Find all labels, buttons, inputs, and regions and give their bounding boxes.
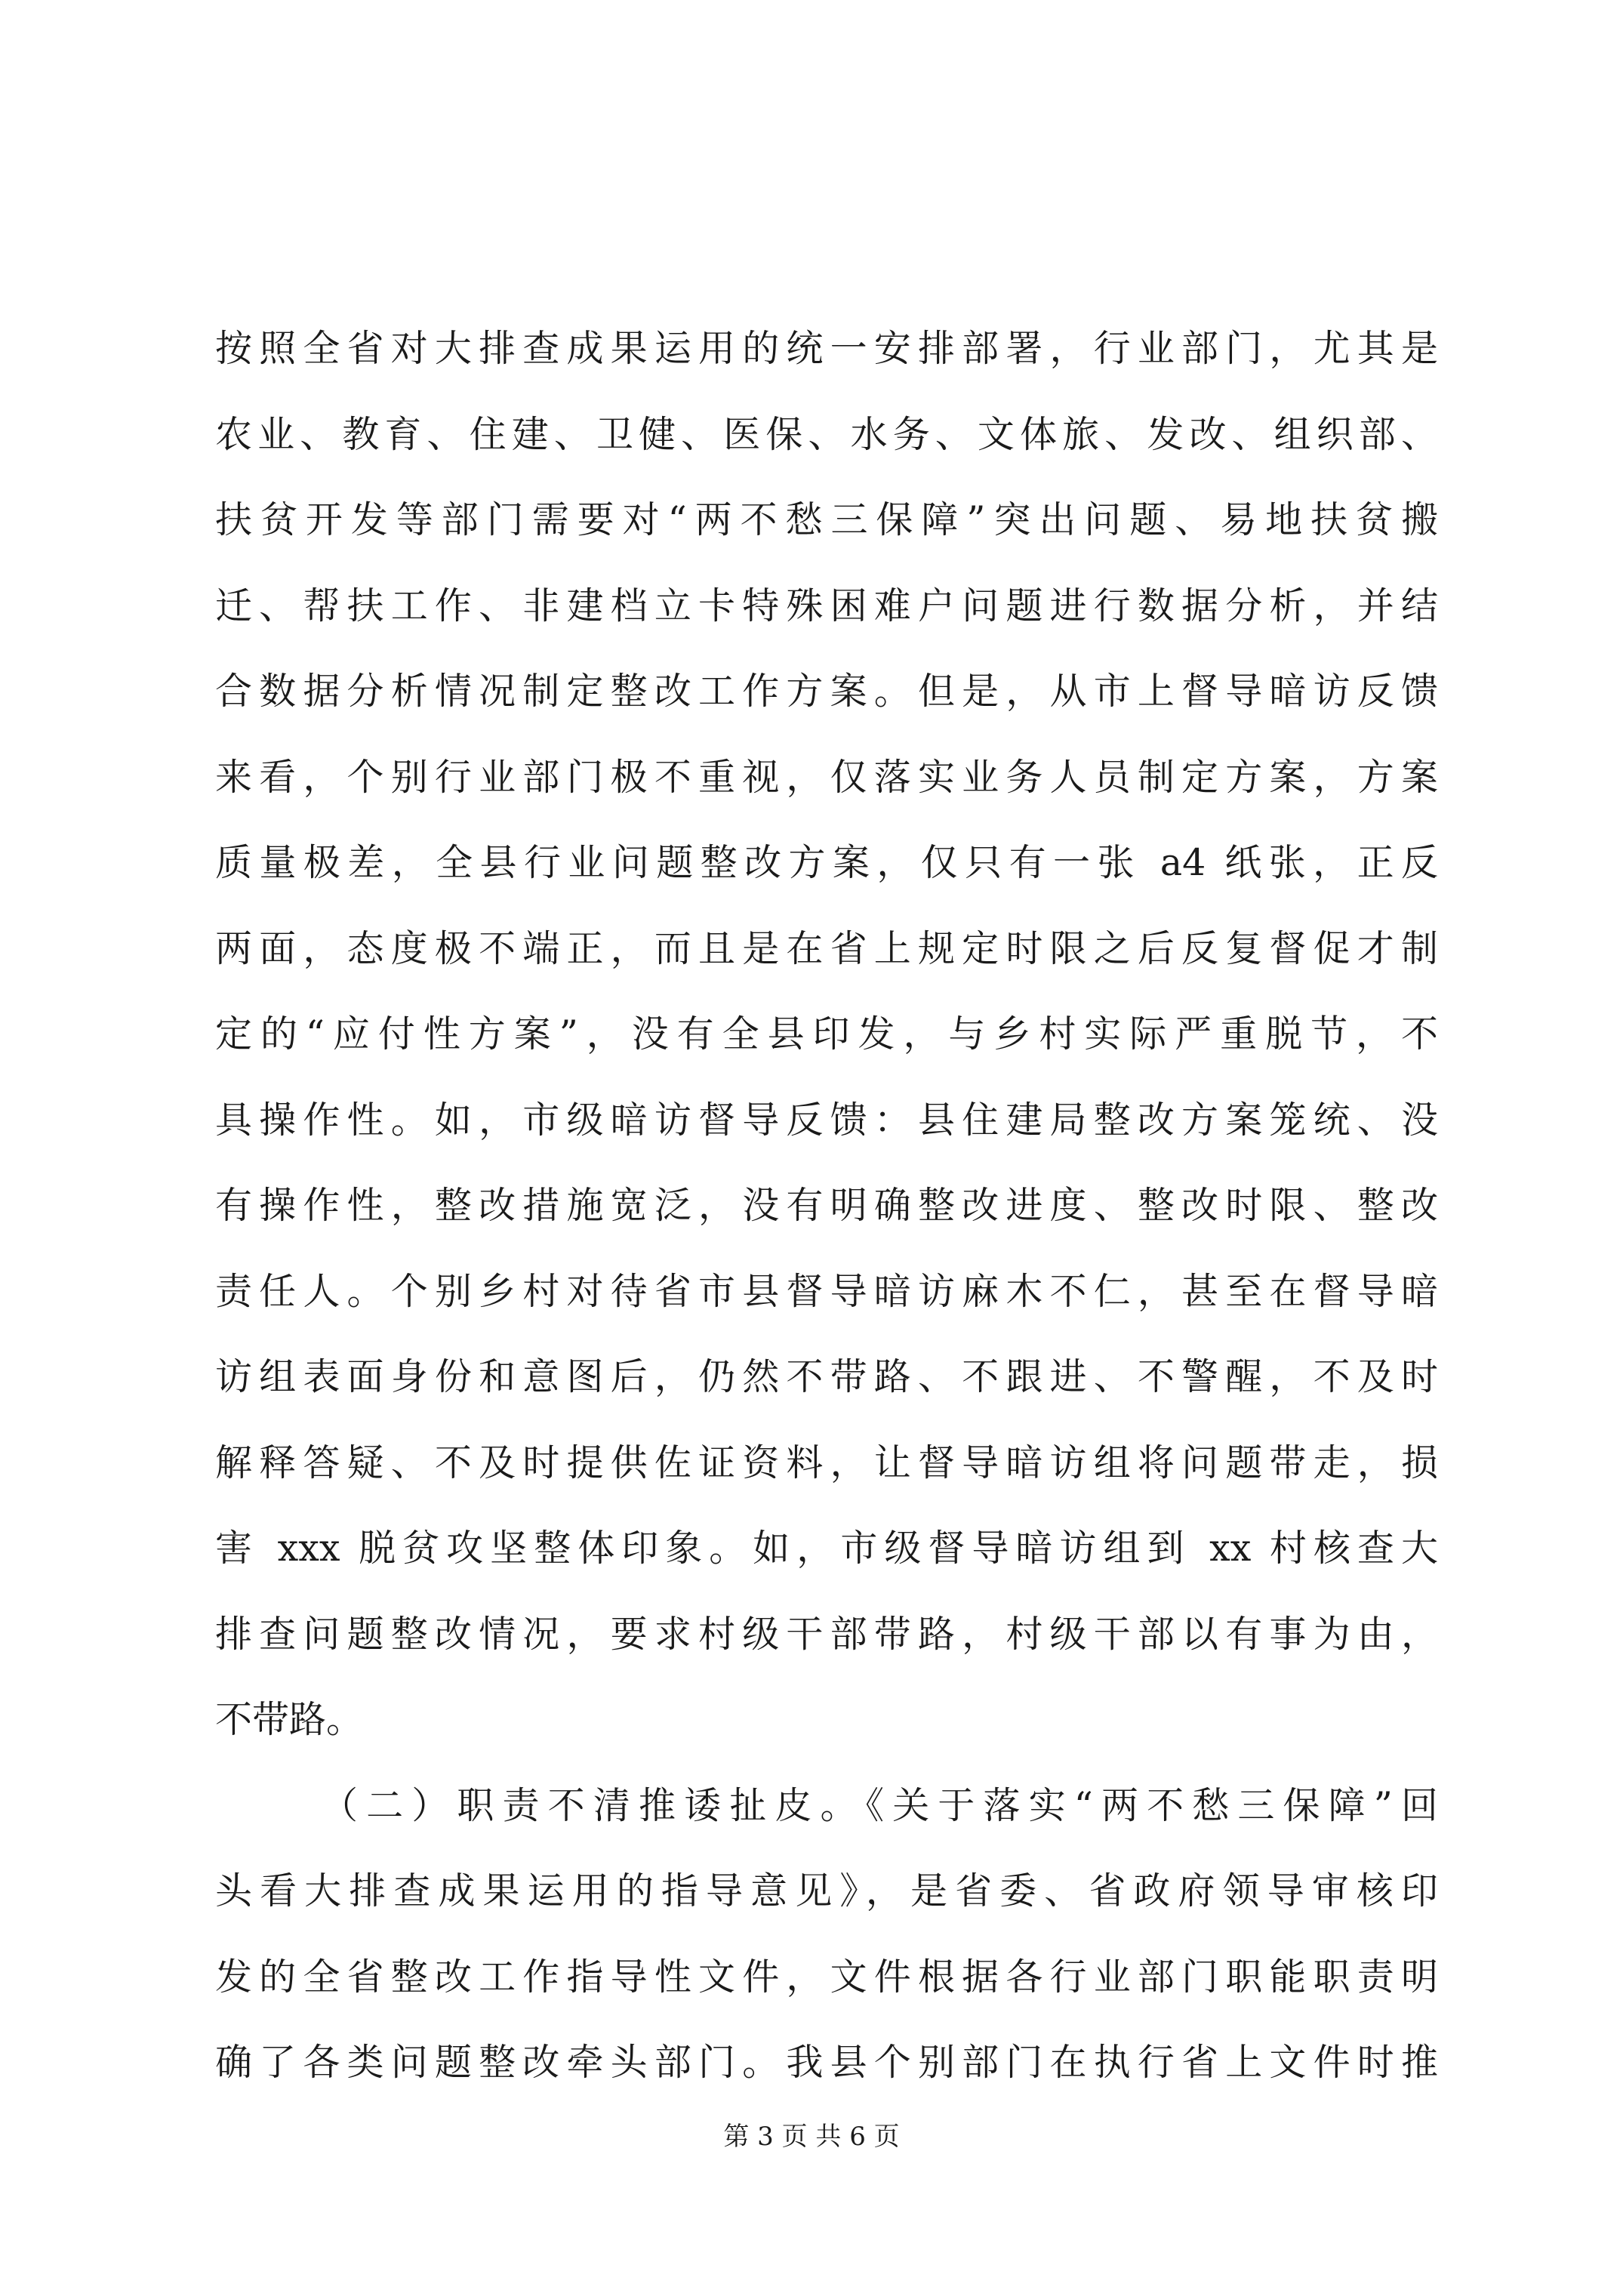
body-line-15: 害 xxx 脱贫攻坚整体印象。如，市级督导暗访组到 xx 村核查大 [215,1527,1438,1570]
body-line-12: 责任人。个别乡村对待省市县督导暗访麻木不仁，甚至在督导暗 [215,1269,1438,1313]
body-line-19: 头看大排查成果运用的指导意见》，是省委、省政府领导审核印 [215,1869,1438,1912]
body-line-7: 质量极差，全县行业问题整改方案，仅只有一张 a4 纸张，正反 [215,841,1438,884]
body-line-21: 确了各类问题整改牵头部门。我县个别部门在执行省上文件时推 [215,2041,1438,2084]
body-line-6: 来看，个别行业部门极不重视，仅落实业务人员制定方案，方案 [215,755,1438,799]
page-footer [0,2120,1623,2153]
body-line-4: 迁、帮扶工作、非建档立卡特殊困难户问题进行数据分析，并结 [215,584,1438,627]
body-line-2: 农业、教育、住建、卫健、医保、水务、文体旅、发改、组织部、 [215,412,1438,456]
body-line-17: 不带路。 [215,1698,364,1741]
body-line-20: 发的全省整改工作指导性文件，文件根据各行业部门职能职责明 [215,1955,1438,1999]
body-line-1: 按照全省对大排查成果运用的统一安排部署，行业部门，尤其是 [215,327,1438,370]
body-line-11: 有操作性，整改措施宽泛，没有明确整改进度、整改时限、整改 [215,1184,1438,1227]
section-heading-line: （二）职责不清推诿扯皮。《关于落实“两不愁三保障”回 [321,1783,1438,1827]
body-line-3: 扶贫开发等部门需要对“两不愁三保障”突出问题、易地扶贫搬 [215,498,1438,541]
body-line-5: 合数据分析情况制定整改工作方案。但是，从市上督导暗访反馈 [215,670,1438,713]
document-body [215,306,1438,2106]
body-line-13: 访组表面身份和意图后，仍然不带路、不跟进、不警醒，不及时 [215,1355,1438,1398]
page-number-label: 第 3 页 共 6 页 [723,2122,900,2152]
body-line-16: 排查问题整改情况，要求村级干部带路，村级干部以有事为由， [215,1612,1438,1656]
body-line-14: 解释答疑、不及时提供佐证资料，让督导暗访组将问题带走，损 [215,1441,1438,1484]
body-line-9: 定的“应付性方案”，没有全县印发，与乡村实际严重脱节，不 [215,1012,1438,1056]
body-line-8: 两面，态度极不端正，而且是在省上规定时限之后反复督促才制 [215,926,1438,970]
body-line-10: 具操作性。如，市级暗访督导反馈：县住建局整改方案笼统、没 [215,1098,1438,1142]
